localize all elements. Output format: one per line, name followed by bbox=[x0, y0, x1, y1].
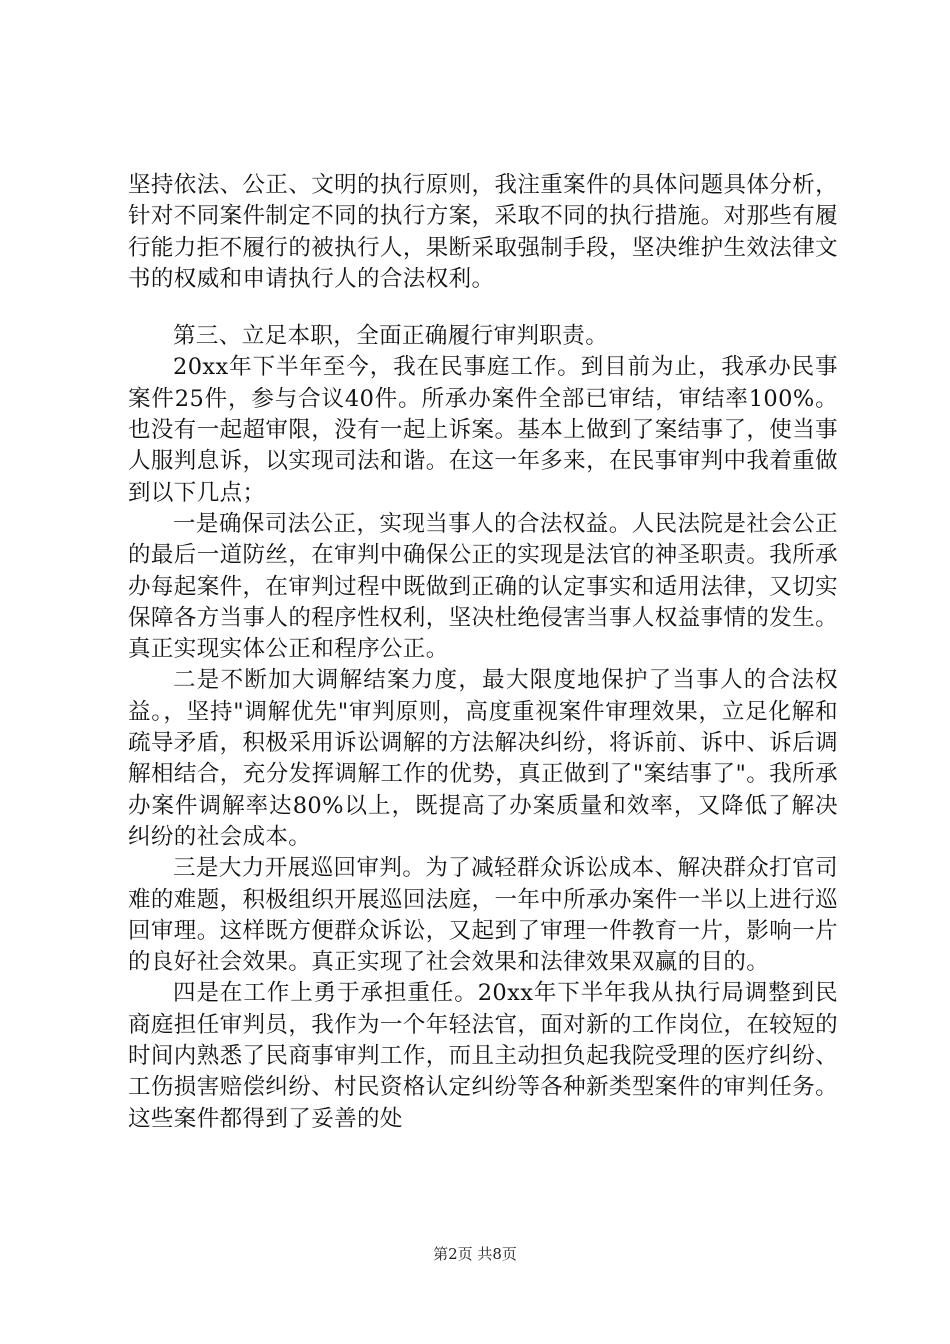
page-number-footer: 第2页 共8页 bbox=[433, 1245, 517, 1263]
paragraph-civil-court-work: 20xx年下半年至今，我在民事庭工作。到目前为止，我承办民事案件25件，参与合议40件。所承办案件全部已审结，审结率100%。也没有一起超审限，没有一起上诉案。基本上做到了案结事了，使当事人服判息诉，以实现司法和谐。在这一年多来，在民事审判中我着重做到以下几点； bbox=[128, 354, 838, 506]
paragraph-execution-principles: 坚持依法、公正、文明的执行原则，我注重案件的具体问题具体分析，针对不同案件制定不同的执行方案，采取不同的执行措施。对那些有履行能力拒不履行的被执行人，果断采取强制手段，坚决维护生效法律文书的权威和申请执行人的合法权利。 bbox=[128, 172, 838, 292]
paragraph-point-two: 二是不断加大调解结案力度，最大限度地保护了当事人的合法权益。，坚持"调解优先"审判原则，高度重视案件审理效果，立足化解和疏导矛盾，积极采用诉讼调解的方法解决纠纷，将诉前、诉中、诉后调解相结合，充分发挥调解工作的优势，真正做到了"案结事了"。我所承办案件调解率达80%以上，既提高了办案质量和效率，又降低了解决纠纷的社会成本。 bbox=[128, 667, 838, 850]
paragraph-point-four: 四是在工作上勇于承担重任。20xx年下半年我从执行局调整到民商庭担任审判员，我作为一个年轻法官，面对新的工作岗位，在较短的时间内熟悉了民商事审判工作，而且主动担负起我院受理的医疗纠纷、工伤损害赔偿纠纷、村民资格认定纠纷等各种新类型案件的审判任务。这些案件都得到了妥善的处 bbox=[128, 980, 838, 1132]
paragraph-point-three: 三是大力开展巡回审判。为了减轻群众诉讼成本、解决群众打官司难的难题，积极组织开展巡回法庭，一年中所承办案件一半以上进行巡回审理。这样既方便群众诉讼，又起到了审理一件教育一片，影响一片的良好社会效果。真正实现了社会效果和法律效果双赢的目的。 bbox=[128, 855, 838, 976]
document-body bbox=[128, 170, 838, 1135]
paragraph-point-one: 一是确保司法公正，实现当事人的合法权益。人民法院是社会公正的最后一道防丝，在审判中确保公正的实现是法官的神圣职责。我所承办每起案件，在审判过程中既做到正确的认定事实和适用法律，又切实保障各方当事人的程序性权利，坚决杜绝侵害当事人权益事情的发生。真正实现实体公正和程序公正。 bbox=[128, 510, 838, 663]
section-heading-third: 第三、立足本职，全面正确履行审判职责。 bbox=[173, 323, 609, 350]
